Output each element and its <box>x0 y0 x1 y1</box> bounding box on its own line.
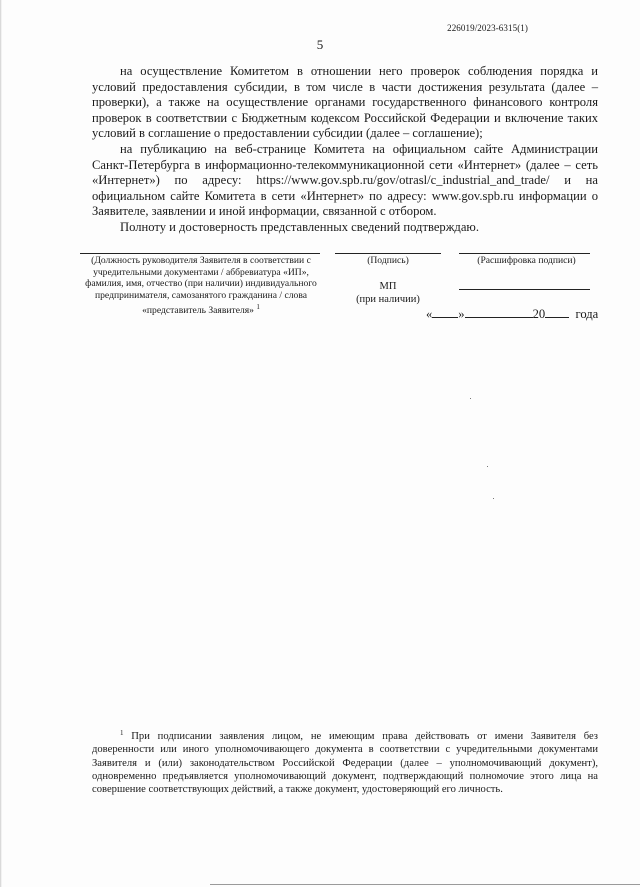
footnote <box>92 727 598 796</box>
signing-date <box>426 306 598 322</box>
decoding-line <box>459 253 590 254</box>
decoding-second-line <box>459 289 590 290</box>
footnote-text: При подписании заявления лицом, не имеющим права действовать от имени Заявителя без доверенности или иного уполномочивающего документа в соответствии с учредительными документами Заявителя и (или) законодательством Российской Федерации (далее – уполномочивающий документ), одновременно предъявляется уполномочивающий документ, подтверждающий полномочие этого лица на совершение соответствующих действий, а также документ, удостоверяющий его личность. <box>92 731 598 796</box>
scan-speck <box>493 498 494 499</box>
paragraph-confirmation: Полноту и достоверность представленных сведений подтверждаю. <box>120 219 479 234</box>
scan-speck <box>470 398 471 399</box>
position-caption: (Должность руководителя Заявителя в соответствии с учредительными документами / аббревиатура «ИП», фамилия, имя, отчество (при наличии) индивидуального предпринимателя, самозанятого гражданина / слова «представитель Заявителя» $^1$ <box>85 255 317 316</box>
document-registration-number: 226019/2023-6315(1) <box>447 23 528 33</box>
day-blank <box>432 306 458 318</box>
scan-bottom-edge <box>210 884 640 885</box>
date-suffix: года <box>575 307 599 321</box>
stamp-note: (при наличии) <box>356 294 420 305</box>
footnote-mark: 1 <box>120 729 124 737</box>
footnote-reference: 1 <box>256 302 260 311</box>
date-close-quote: » <box>458 307 465 321</box>
scan-edge-shadow <box>0 0 2 887</box>
month-blank <box>465 306 533 318</box>
date-century: 20 <box>532 307 546 321</box>
decoding-caption: (Расшифровка подписи) <box>477 255 576 266</box>
signature-line <box>335 253 441 254</box>
body-text <box>92 64 598 236</box>
signature-caption: (Подпись) <box>367 255 409 266</box>
paragraph-publication-consent: на публикацию на веб-странице Комитета на официальном сайте Администрации Санкт-Петербурга в информационно-телекоммуникационной сети «Интернет» (далее – сеть «Интернет») по адресу: https://www.gov.spb.ru/gov/otrasl/c_industrial_and_trade/ и на официальном сайте Комитета в сети «Интернет» по адресу: www.gov.spb.ru информации о Заявителе, заявлении и иной информации, связанной с отбором. <box>92 141 598 219</box>
scan-speck <box>487 466 488 467</box>
stamp-label: МП <box>379 281 397 292</box>
paragraph-inspections-consent: на осуществление Комитетом в отношении него проверок соблюдения порядка и условий предоставления субсидии, в том числе в части достижения результата (далее – проверки), а также на осуществление органами государственного финансового контроля проверок в соответствии с Бюджетным кодексом Российской Федерации и включение таких условий в соглашение о предоставлении субсидии (далее – соглашение); <box>92 64 598 141</box>
page-number: 5 <box>316 37 324 52</box>
date-open-quote: « <box>426 307 433 321</box>
position-line <box>80 253 320 254</box>
year-blank <box>545 306 569 318</box>
